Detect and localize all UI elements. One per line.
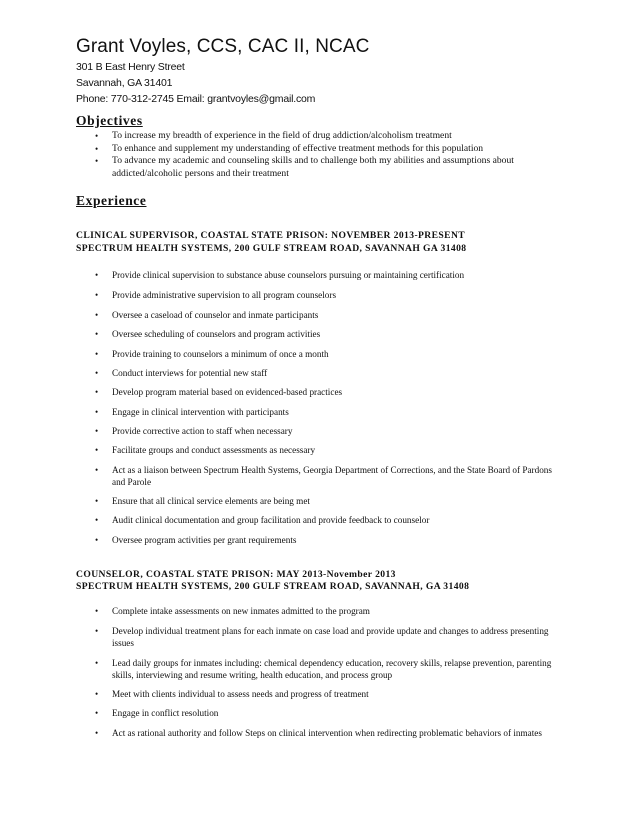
duty-item: • Develop individual treatment plans for each inmate on case load and provide update and changes to address presenting issues (76, 626, 566, 649)
duty-item: • Develop program material based on evidenced-based practices (76, 387, 566, 399)
duty-item: • Lead daily groups for inmates including: chemical dependency education, recovery skills, relapse prevention, parenting skills, interviewing and resume writing, health education, and process group (76, 658, 566, 681)
duty-item: • Complete intake assessments on new inmates admitted to the program (76, 606, 566, 618)
address-line-2: Savannah, GA 31401 (76, 77, 173, 89)
duty-item: • Oversee program activities per grant requirements (76, 535, 566, 547)
duty-item: • Act as rational authority and follow Steps on clinical intervention when redirecting problematic behaviors of inmates (76, 728, 566, 740)
objective-item: • To increase my breadth of experience in the field of drug addiction/alcoholism treatment (76, 130, 576, 143)
duty-item: • Facilitate groups and conduct assessments as necessary (76, 445, 566, 457)
duty-item: • Oversee scheduling of counselors and program activities (76, 329, 566, 341)
duty-item: • Provide corrective action to staff when necessary (76, 426, 566, 438)
objectives-heading: Objectives (76, 113, 143, 128)
experience-heading: Experience (76, 193, 147, 208)
objective-item: • To advance my academic and counseling skills and to challenge both my abilities and assumptions about addicted/alcoholic persons and their treatment (76, 155, 576, 180)
objectives-list (76, 130, 576, 180)
duty-item: • Provide administrative supervision to all program counselors (76, 290, 566, 302)
duty-item: • Ensure that all clinical service elements are being met (76, 496, 566, 508)
candidate-name: Grant Voyles, CCS, CAC II, NCAC (76, 36, 370, 57)
job-employer-line: SPECTRUM HEALTH SYSTEMS, 200 GULF STREAM ROAD, SAVANNAH GA 31408 (76, 243, 467, 254)
duty-item: • Meet with clients individual to assess needs and progress of treatment (76, 689, 566, 701)
duty-item: • Engage in clinical intervention with participants (76, 407, 566, 419)
job-title-line: CLINICAL SUPERVISOR, COASTAL STATE PRISON: NOVEMBER 2013-PRESENT (76, 230, 466, 241)
duty-item: • Conduct interviews for potential new staff (76, 368, 566, 380)
duty-item: • Audit clinical documentation and group facilitation and provide feedback to counselor (76, 515, 566, 527)
address-line-1: 301 B East Henry Street (76, 61, 185, 73)
objective-item: • To enhance and supplement my understanding of effective treatment methods for this population (76, 143, 576, 156)
phone-email-line: Phone: 770-312-2745 Email: grantvoyles@gmail.com (76, 93, 316, 105)
duty-item: • Act as a liaison between Spectrum Health Systems, Georgia Department of Corrections, and the State Board of Pardons and Parole (76, 465, 566, 488)
job-employer-line: SPECTRUM HEALTH SYSTEMS, 200 GULF STREAM ROAD, SAVANNAH, GA 31408 (76, 581, 470, 592)
duty-item: • Oversee a caseload of counselor and inmate participants (76, 310, 566, 322)
job-title-line: COUNSELOR, COASTAL STATE PRISON: MAY 2013-November 2013 (76, 569, 396, 580)
duty-item: • Provide training to counselors a minimum of once a month (76, 349, 566, 361)
duty-item: • Provide clinical supervision to substance abuse counselors pursuing or maintaining certification (76, 270, 566, 282)
duty-item: • Engage in conflict resolution (76, 708, 566, 720)
